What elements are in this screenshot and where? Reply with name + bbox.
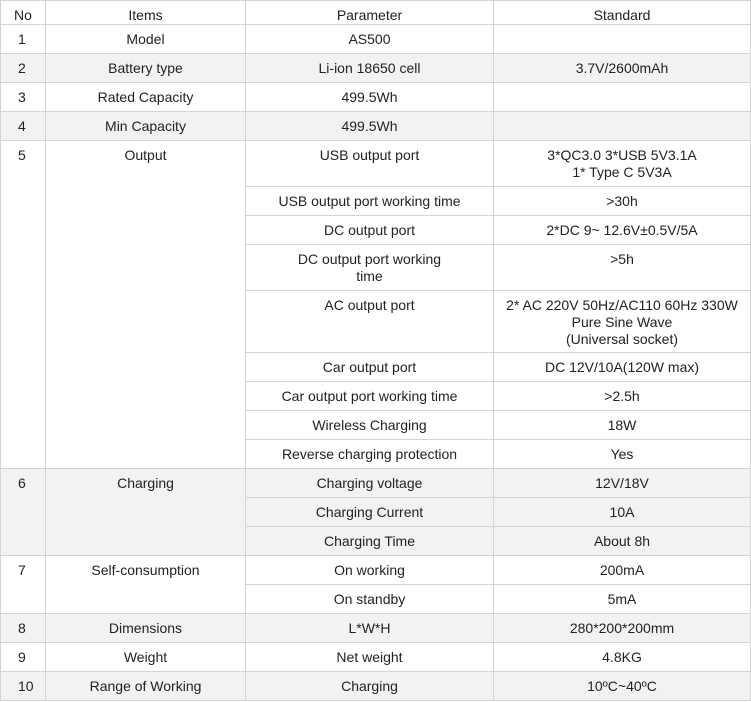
cell-no: 7 xyxy=(1,556,46,614)
cell-parameter: Charging Time xyxy=(246,527,494,556)
cell-standard: About 8h xyxy=(494,527,751,556)
table-row xyxy=(1,672,751,701)
cell-standard: 12V/18V xyxy=(494,469,751,498)
cell-no: 1 xyxy=(1,25,46,54)
cell-standard: 3*QC3.0 3*USB 5V3.1A 1* Type C 5V3A xyxy=(494,141,751,187)
table-row xyxy=(1,83,751,112)
table-body xyxy=(1,25,751,701)
cell-item: Rated Capacity xyxy=(46,83,246,112)
header-parameter: Parameter xyxy=(246,1,494,25)
cell-parameter: 499.5Wh xyxy=(246,112,494,141)
cell-parameter: On standby xyxy=(246,585,494,614)
cell-no: 8 xyxy=(1,614,46,643)
cell-parameter: AS500 xyxy=(246,25,494,54)
table-row xyxy=(1,25,751,54)
cell-item: Self-consumption xyxy=(46,556,246,614)
cell-no: 2 xyxy=(1,54,46,83)
cell-standard: 200mA xyxy=(494,556,751,585)
cell-item: Dimensions xyxy=(46,614,246,643)
table-row xyxy=(1,141,751,187)
cell-no: 10 xyxy=(1,672,46,701)
header-no: No xyxy=(1,1,46,25)
cell-standard: 280*200*200mm xyxy=(494,614,751,643)
cell-parameter: Net weight xyxy=(246,643,494,672)
cell-standard: 4.8KG xyxy=(494,643,751,672)
cell-parameter: USB output port working time xyxy=(246,187,494,216)
cell-parameter: Li-ion 18650 cell xyxy=(246,54,494,83)
cell-no: 9 xyxy=(1,643,46,672)
table-row xyxy=(1,54,751,83)
table-header-row xyxy=(1,1,751,25)
cell-standard xyxy=(494,83,751,112)
table-row xyxy=(1,643,751,672)
cell-standard: 2*DC 9~ 12.6V±0.5V/5A xyxy=(494,216,751,245)
header-standard: Standard xyxy=(494,1,751,25)
cell-standard: Yes xyxy=(494,440,751,469)
cell-item: Weight xyxy=(46,643,246,672)
cell-item: Output xyxy=(46,141,246,469)
cell-parameter: Car output port working time xyxy=(246,382,494,411)
cell-standard: DC 12V/10A(120W max) xyxy=(494,353,751,382)
cell-standard xyxy=(494,25,751,54)
cell-standard: 18W xyxy=(494,411,751,440)
cell-no: 4 xyxy=(1,112,46,141)
cell-parameter: DC output port xyxy=(246,216,494,245)
table-row xyxy=(1,469,751,498)
cell-item: Model xyxy=(46,25,246,54)
cell-parameter: Reverse charging protection xyxy=(246,440,494,469)
cell-standard: 10A xyxy=(494,498,751,527)
cell-standard: 10ºC~40ºC xyxy=(494,672,751,701)
cell-no: 3 xyxy=(1,83,46,112)
cell-parameter: Charging voltage xyxy=(246,469,494,498)
cell-no: 5 xyxy=(1,141,46,469)
cell-parameter: On working xyxy=(246,556,494,585)
cell-standard: >5h xyxy=(494,245,751,291)
cell-no: 6 xyxy=(1,469,46,556)
cell-parameter: Charging Current xyxy=(246,498,494,527)
cell-item: Min Capacity xyxy=(46,112,246,141)
cell-item: Charging xyxy=(46,469,246,556)
cell-parameter: AC output port xyxy=(246,291,494,353)
cell-standard: >30h xyxy=(494,187,751,216)
table-row xyxy=(1,112,751,141)
cell-parameter: L*W*H xyxy=(246,614,494,643)
header-items: Items xyxy=(46,1,246,25)
cell-standard: 5mA xyxy=(494,585,751,614)
cell-parameter: 499.5Wh xyxy=(246,83,494,112)
cell-standard: 2* AC 220V 50Hz/AC110 60Hz 330W Pure Sine Wave (Universal socket) xyxy=(494,291,751,353)
cell-parameter: DC output port working time xyxy=(246,245,494,291)
cell-standard xyxy=(494,112,751,141)
cell-parameter: Wireless Charging xyxy=(246,411,494,440)
cell-standard: >2.5h xyxy=(494,382,751,411)
cell-parameter: Car output port xyxy=(246,353,494,382)
table-row xyxy=(1,614,751,643)
table-row xyxy=(1,556,751,585)
cell-parameter: USB output port xyxy=(246,141,494,187)
cell-item: Range of Working xyxy=(46,672,246,701)
cell-item: Battery type xyxy=(46,54,246,83)
cell-standard: 3.7V/2600mAh xyxy=(494,54,751,83)
cell-parameter: Charging xyxy=(246,672,494,701)
